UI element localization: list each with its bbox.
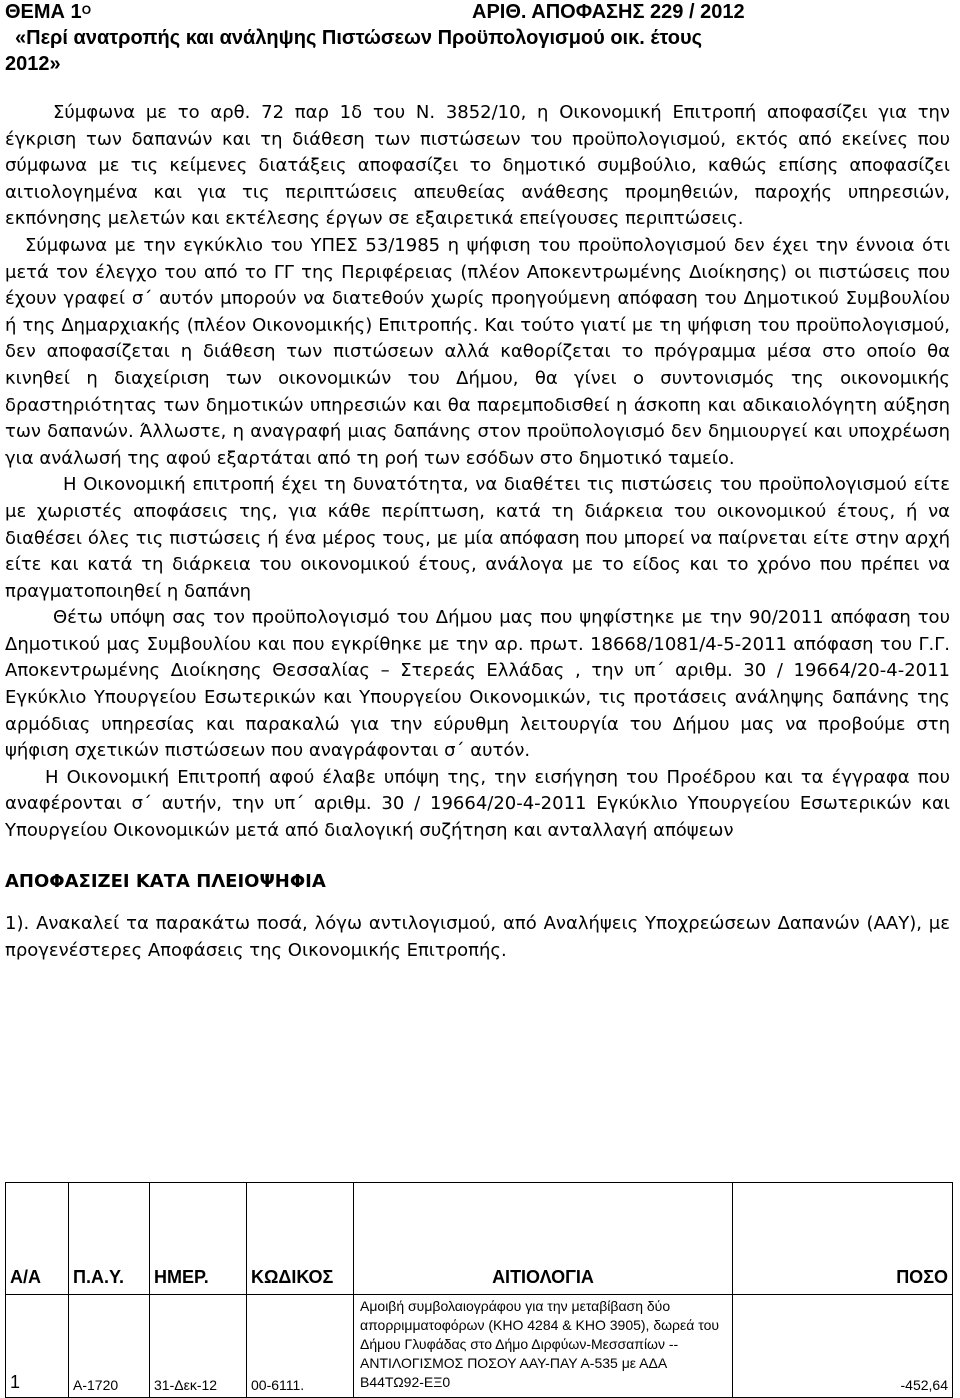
cell-reason: Αμοιβή συμβολαιογράφου για την μεταβίβαση δύο απορριμματοφόρων (ΚΗΟ 4284 & ΚΗΟ 3905), δωρεά του Δήμου Γλυφάδας στο Δήμο Διρφύων-Μεσσαπίων -- ΑΝΤΙΛΟΓΙΣΜΟΣ ΠΟΣΟΥ ΑΑΥ-ΠΑΥ Α-535 με ΑΔΑ Β44ΤΩ92-ΕΞ0: [354, 1295, 733, 1398]
col-header-amount: ΠΟΣΟ: [733, 1183, 953, 1295]
col-header-code: ΚΩΔΙΚΟΣ: [247, 1183, 354, 1295]
decision-title: ΑΠΟΦΑΣΙΖΕΙ ΚΑΤΑ ΠΛΕΙΟΨΗΦΙΑ: [5, 870, 326, 892]
theme-label: ΘΕΜΑ $1^O$: [5, 1, 92, 23]
cell-date: 31-Δεκ-12: [150, 1295, 247, 1398]
decision-number: ΑΡΙΘ. ΑΠΟΦΑΣΗΣ 229 / 2012: [472, 1, 745, 23]
cell-aa: 1: [6, 1295, 69, 1398]
cell-amount: -452,64: [733, 1295, 953, 1398]
col-header-date: ΗΜΕΡ.: [150, 1183, 247, 1295]
subject-title-year: 2012»: [5, 53, 61, 75]
cell-pay: Α-1720: [69, 1295, 150, 1398]
allocation-table: [5, 1182, 953, 1398]
col-header-pay: Π.Α.Υ.: [69, 1183, 150, 1295]
paragraph-circular: Σύμφωνα με την εγκύκλιο του ΥΠΕΣ 53/1985 η ψήφιση του προϋπολογισμού δεν έχει την έννοια ότι μετά τον έλεγχο του από το ΓΓ της Περιφέρειας (πλέον Αποκεντρωμένης Διοίκησης) οι πιστώσεις που έχουν γραφεί σ΄ αυτόν μπορούν να διατεθούν χωρίς προηγούμενη απόφαση του Δημοτικού Συμβουλίου ή της Δημαρχιακής (πλέον Οικονομικής) Επιτροπής. Και τούτο γιατί με τη ψήφιση του προϋπολογισμού, δεν αποφασίζεται η διάθεση των πιστώσεων αλλά καθορίζεται το πρόγραμμα μέσα στο οποίο θα κινηθεί η διαχείριση των οικονομικών του Δήμου, θα γίνει ο συντονισμός της οικονομικής δραστηριότητας των δημοτικών υπηρεσιών και θα παρεμποδισθεί η άσκοπη και αδικαιολόγητη αύξηση των δαπανών. Άλλωστε, η αναγραφή μιας δαπάνης στον προϋπολογισμό δεν δημιουργεί και υποχρέωση για ανάλωσή της αφού εξαρτάται από τη ροή των εσόδων στο δημοτικό ταμείο.: [5, 234, 950, 469]
paragraph-consideration: Η Οικονομική Επιτροπή αφού έλαβε υπόψη της, την εισήγηση του Προέδρου και τα έγγραφα που αναφέρονται σ΄ αυτήν, την υπ΄ αριθμ. 30 / 19664/20-4-2011 Εγκύκλιο Υπουργείου Εσωτερικών και Υπουργείου Οικονομικών μετά από διαλογική συζήτηση και ανταλλαγή απόψεων: [5, 766, 950, 842]
col-header-reason: ΑΙΤΙΟΛΟΓΙΑ: [354, 1183, 733, 1295]
item-1-text: 1). Ανακαλεί τα παρακάτω ποσά, λόγω αντιλογισμού, από Αναλήψεις Υποχρεώσεων Δαπανών (ΑΑΥ), με προγενέστερες Αποφάσεις της Οικονομικής Επιτροπής.: [5, 913, 950, 961]
document-body: [5, 100, 950, 964]
subject-title: «Περί ανατροπής και ανάληψης Πιστώσεων Προϋπολογισμού οικ. έτους: [15, 27, 703, 49]
paragraph-budget: Θέτω υπόψη σας τον προϋπολογισμό του Δήμου μας που ψηφίστηκε με την 90/2011 απόφαση του Δημοτικού μας Συμβουλίου και που εγκρίθηκε με την αρ. πρωτ. 18668/1081/4-5-2011 απόφαση του Γ.Γ. Αποκεντρωμένης Διοίκησης Θεσσαλίας – Στερεάς Ελλάδας , την υπ΄ αριθμ. 30 / 19664/20-4-2011 Εγκύκλιο Υπουργείου Εσωτερικών και Υπουργείου Οικονομικών, τις προτάσεις ανάληψης δαπάνης της αρμόδιας υπηρεσίας και παρακαλώ για την εύρυθμη λειτουργία του Δήμου μας να προβούμε στη ψήφιση σχετικών πιστώσεων που αναγράφονται σ΄ αυτόν.: [5, 607, 950, 762]
cell-code: 00-6111.: [247, 1295, 354, 1398]
paragraph-law: Σύμφωνα με το αρθ. 72 παρ 1δ του Ν. 3852/10, η Οικονομική Επιτροπή αποφασίζει για την έγκριση των δαπανών και τη διάθεση των πιστώσεων του προϋπολογισμού, εκτός από εκείνες που σύμφωνα με τις κείμενες διατάξεις αποφασίζει το δημοτικό συμβούλιο, καθώς επίσης αποφασίζει αιτιολογημένα και για τις περιπτώσεις απευθείας ανάθεσης προμηθειών, παροχής υπηρεσιών, εκπόνησης μελετών και εκτέλεσης έργων σε εξαιρετικά επείγουσες περιπτώσεις.: [5, 102, 950, 230]
paragraph-committee: Η Οικονομική επιτροπή έχει τη δυνατότητα, να διαθέτει τις πιστώσεις του προϋπολογισμού είτε με χωριστές αποφάσεις της, για κάθε περίπτωση, κατά τη διάρκεια του οικονομικού έτους, ή να διαθέσει όλες τις πιστώσεις ή ένα μέρος τους, με μία απόφαση που μπορεί να παίρνεται είτε στην αρχή είτε και κατά τη διάρκεια του οικονομικού έτους, ανάλογα με το είδος και το χρόνο που πρέπει να πραγματοποιηθεί η δαπάνη: [5, 474, 950, 602]
table-row: [6, 1295, 953, 1398]
document-page: [5, 0, 955, 1393]
table-header-row: [6, 1183, 953, 1295]
col-header-aa: Α/Α: [6, 1183, 69, 1295]
